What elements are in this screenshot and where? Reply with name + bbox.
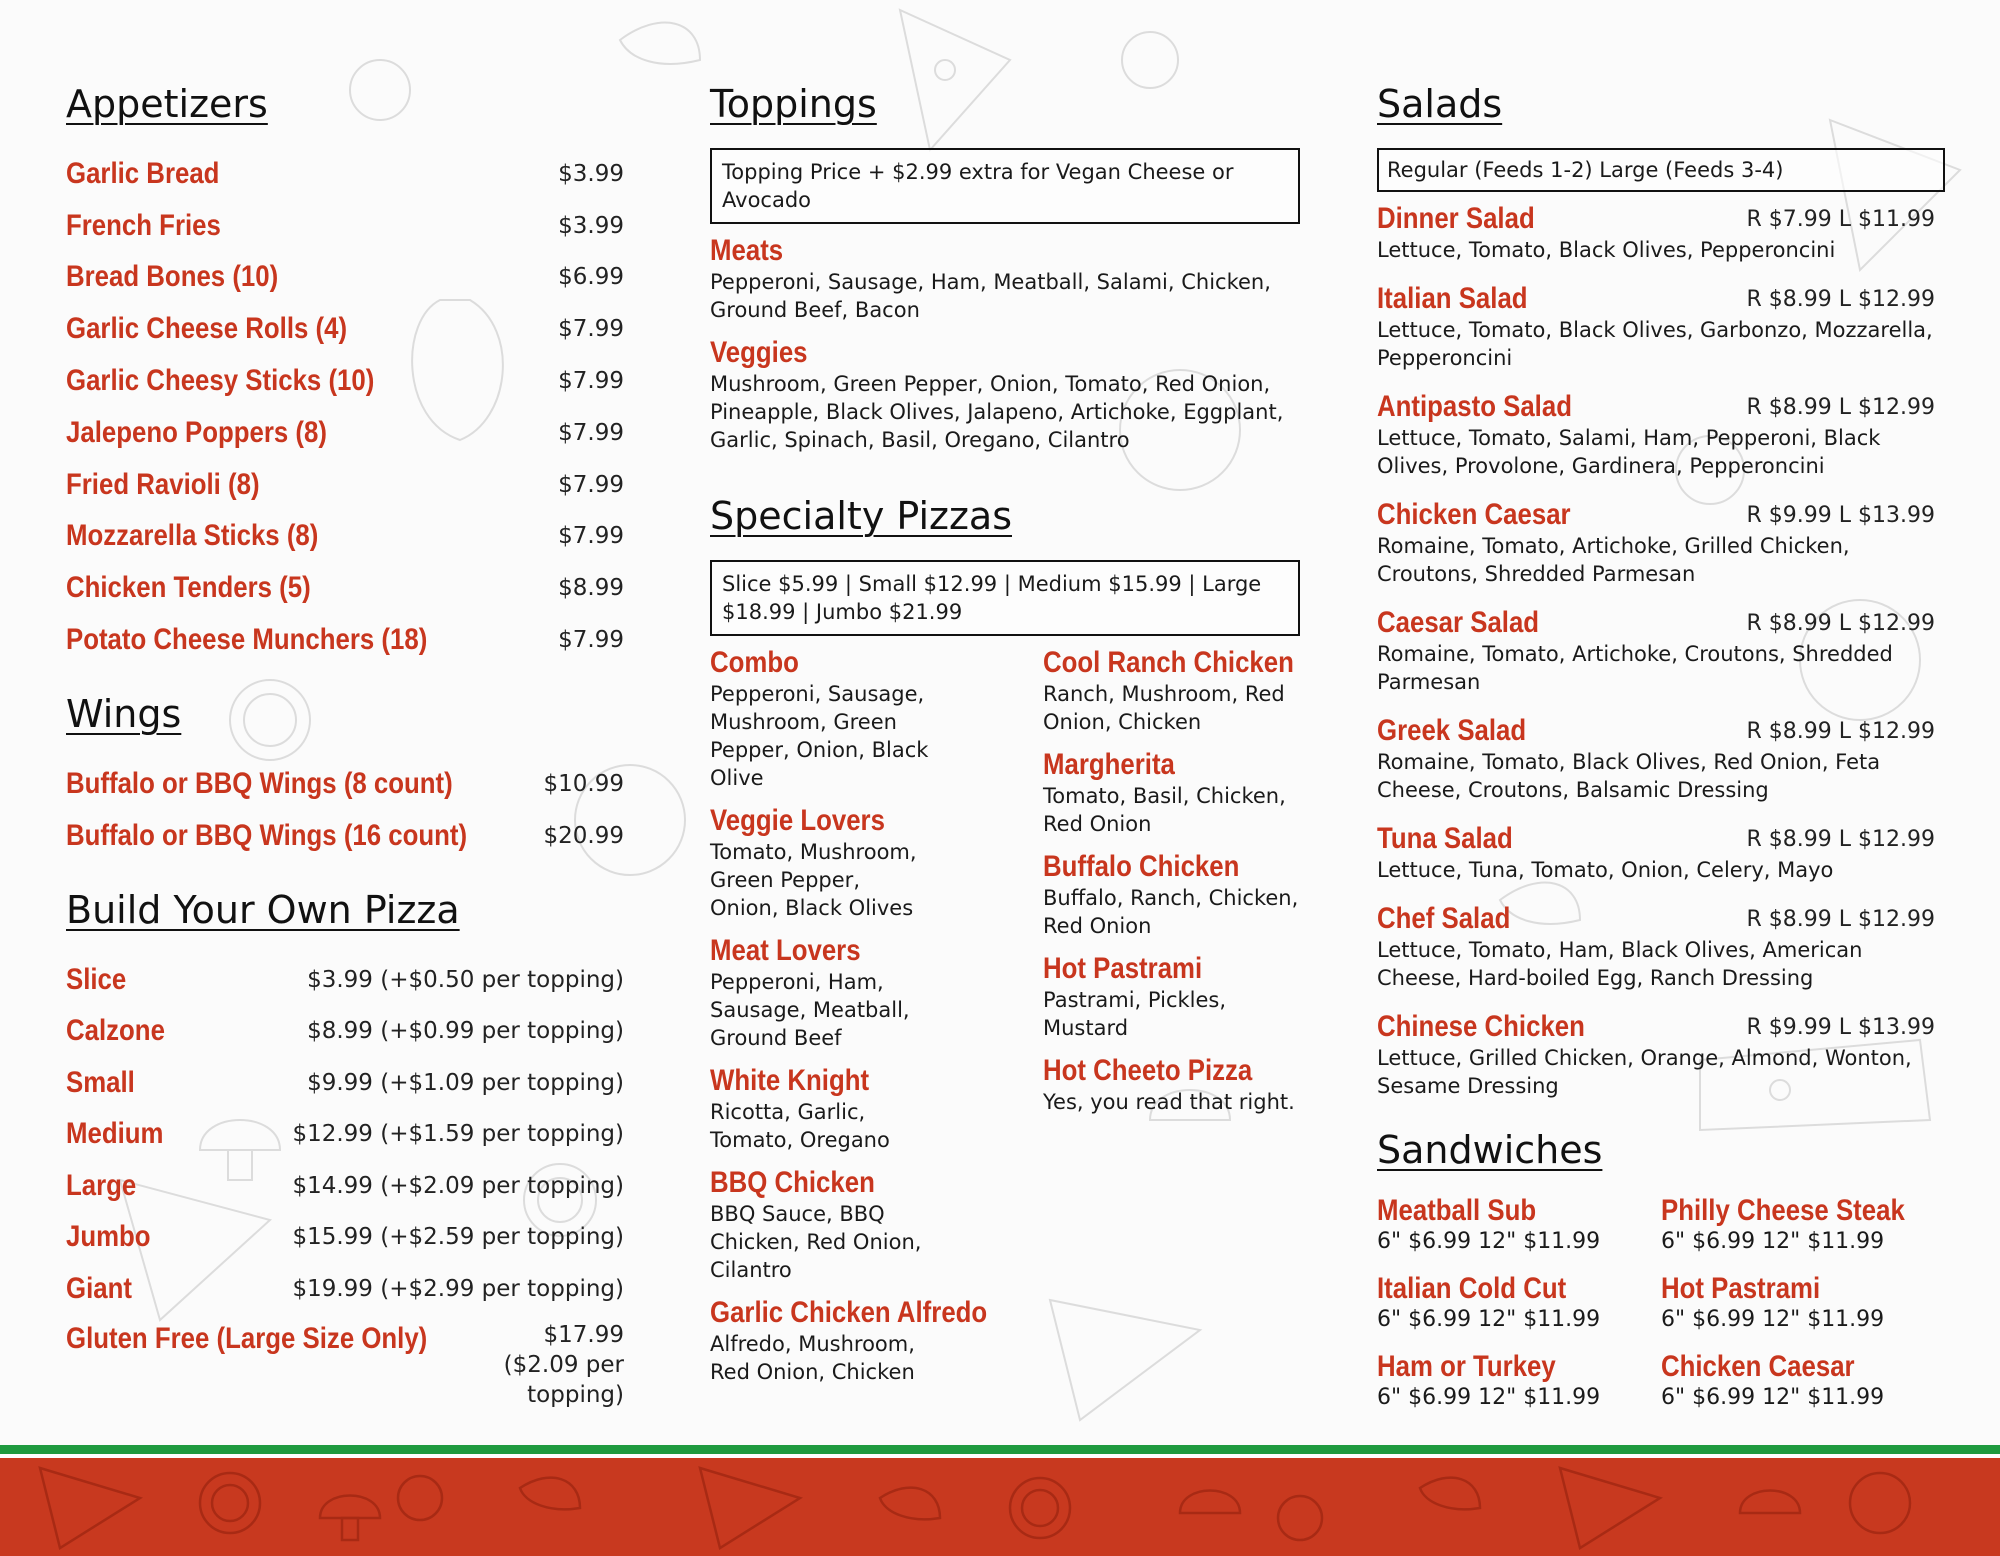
sandwich-name: Hot Pastrami [1661,1272,1821,1305]
byo-list [66,954,624,1411]
item-name: Bread Bones (10) [66,260,279,294]
column-right [1377,78,1945,1428]
list-item [66,758,624,810]
footer-green-stripe [0,1445,2000,1454]
wings-title: Wings [66,691,182,736]
topping-group-desc: Pepperoni, Sausage, Ham, Meatball, Salami, Chicken, Ground Beef, Bacon [710,270,1271,322]
item-name: Calzone [66,1014,165,1048]
list-item [1377,1350,1661,1412]
sandwich-price: 6" $6.99 12" $11.99 [1661,1229,1885,1254]
list-item [1661,1194,1945,1256]
item-name: Medium [66,1117,164,1151]
list-item [66,954,624,1006]
tomato-doodle-icon [398,1476,1322,1540]
pizza-desc: Pepperoni, Sausage, Mushroom, Green Pepper, Onion, Black Olive [710,682,929,790]
pizza-name: Veggie Lovers [710,804,885,837]
topping-group-name: Veggies [710,336,808,369]
pizza-name: Hot Cheeto Pizza [1043,1054,1253,1087]
list-item [66,1263,624,1315]
pizza-desc: Tomato, Mushroom, Green Pepper, Onion, Black Olives [710,840,917,920]
toppings-title: Toppings [710,82,877,126]
pizza-name: Margherita [1043,748,1175,781]
specialty-grid [710,646,1300,1398]
item-name: Large [66,1168,137,1202]
item-price: $7.99 [558,316,624,343]
list-item [1377,714,1945,804]
list-item [66,252,624,304]
footer-red-band [0,1458,2000,1556]
item-name: Buffalo or BBQ Wings (8 count) [66,766,453,800]
list-item [1043,1054,1300,1116]
salad-desc: Lettuce, Tomato, Black Olives, Pepperoncini [1377,238,1836,262]
pizza-name: White Knight [710,1064,870,1097]
list-item [710,1296,1043,1386]
salad-name: Chef Salad [1377,902,1511,935]
sandwich-name: Meatball Sub [1377,1194,1537,1227]
list-item [710,804,1043,922]
footer-band [0,1445,2000,1556]
salad-name: Dinner Salad [1377,202,1535,235]
salad-price: R $8.99 L $12.99 [1746,286,1935,312]
sandwich-name: Philly Cheese Steak [1661,1194,1905,1227]
item-price: $3.99 [558,212,624,239]
list-item [66,1057,624,1109]
salad-name: Caesar Salad [1377,606,1540,639]
list-item [66,407,624,459]
appetizers-title: Appetizers [66,82,268,126]
list-item [66,1108,624,1160]
item-price: $7.99 [558,419,624,446]
list-item [66,148,624,200]
item-name: Small [66,1065,135,1099]
footer-doodles [0,1458,2000,1556]
list-item [66,355,624,407]
sandwiches-col-left [1377,1194,1661,1428]
item-name: Jumbo [66,1220,151,1254]
salad-name: Antipasto Salad [1377,390,1572,423]
list-item [66,614,624,666]
item-name: Garlic Cheese Rolls (4) [66,312,348,346]
list-item [66,459,624,511]
item-price: $15.99 (+$2.59 per topping) [292,1224,624,1251]
item-price: $9.99 (+$1.09 per topping) [307,1069,624,1096]
list-item [66,562,624,614]
specialty-col-left [710,646,1043,1398]
salad-desc: Romaine, Tomato, Artichoke, Grilled Chicken, Croutons, Shredded Parmesan [1377,534,1850,586]
list-item [66,1160,624,1212]
sandwich-price: 6" $6.99 12" $11.99 [1661,1385,1885,1410]
list-item [66,200,624,252]
item-name: French Fries [66,208,221,242]
salad-desc: Lettuce, Tomato, Salami, Ham, Pepperoni, Black Olives, Provolone, Gardinera, Pepperoncini [1377,426,1881,478]
item-price: $7.99 [558,523,624,550]
item-price: $7.99 [558,368,624,395]
salad-desc: Romaine, Tomato, Artichoke, Croutons, Shredded Parmesan [1377,642,1893,694]
sandwich-name: Chicken Caesar [1661,1350,1855,1383]
salads-title: Salads [1377,82,1503,126]
item-price: $3.99 (+$0.50 per topping) [307,966,624,993]
item-name: Garlic Bread [66,156,220,190]
salad-price: R $8.99 L $12.99 [1746,826,1935,852]
item-price: $7.99 [558,471,624,498]
salad-desc: Lettuce, Tomato, Black Olives, Garbonzo, Mozzarella, Pepperoncini [1377,318,1933,370]
item-price: $12.99 (+$1.59 per topping) [292,1121,624,1148]
item-name: Mozzarella Sticks (8) [66,519,319,553]
list-item [1377,498,1945,588]
sandwich-name: Ham or Turkey [1377,1350,1556,1383]
salads-list [1377,202,1945,1100]
salad-price: R $8.99 L $12.99 [1746,718,1935,744]
item-price: $6.99 [558,264,624,291]
toppings-note: Topping Price + $2.99 extra for Vegan Cheese or Avocado [710,148,1300,224]
item-name: Buffalo or BBQ Wings (16 count) [66,818,468,852]
salad-desc: Lettuce, Tuna, Tomato, Onion, Celery, Mayo [1377,858,1834,882]
list-item [710,646,1043,792]
list-item [1043,748,1300,838]
pizza-desc: Ricotta, Garlic, Tomato, Oregano [710,1100,890,1152]
pizza-name: Hot Pastrami [1043,952,1203,985]
topping-group-name: Meats [710,234,784,267]
item-price: $7.99 [558,627,624,654]
sandwich-price: 6" $6.99 12" $11.99 [1661,1307,1885,1332]
list-item [710,934,1043,1052]
sandwiches-grid [1377,1194,1945,1428]
item-name: Giant [66,1271,132,1305]
list-item [710,1064,1043,1154]
list-item [66,1005,624,1057]
item-price: $17.99 ($2.09 per topping) [503,1322,624,1409]
list-item [66,810,624,862]
salad-name: Chicken Caesar [1377,498,1571,531]
pizza-name: Meat Lovers [710,934,861,967]
list-item [1377,282,1945,372]
salad-price: R $9.99 L $13.99 [1746,502,1935,528]
pizza-name: Combo [710,646,799,679]
list-item [1377,1010,1945,1100]
item-name: Potato Cheese Munchers (18) [66,623,428,657]
list-item [1043,646,1300,736]
salad-name: Chinese Chicken [1377,1010,1585,1043]
sandwich-price: 6" $6.99 12" $11.99 [1377,1385,1601,1410]
pizza-desc: Buffalo, Ranch, Chicken, Red Onion [1043,886,1299,938]
sandwiches-title: Sandwiches [1377,1128,1603,1172]
column-middle [710,78,1300,1398]
appetizers-list [66,148,624,666]
list-item [1043,952,1300,1042]
list-item [1377,1194,1661,1256]
list-item [66,303,624,355]
list-item [66,1211,624,1263]
item-price: $14.99 (+$2.09 per topping) [292,1172,624,1199]
sandwich-price: 6" $6.99 12" $11.99 [1377,1307,1601,1332]
pizza-name: Garlic Chicken Alfredo [710,1296,988,1329]
item-name: Garlic Cheesy Sticks (10) [66,364,375,398]
item-price: $10.99 [543,770,624,797]
item-price: $8.99 [558,575,624,602]
wings-list [66,758,624,862]
list-item [710,1166,1043,1284]
list-item [1377,902,1945,992]
list-item [1661,1350,1945,1412]
salad-price: R $7.99 L $11.99 [1746,206,1935,232]
salad-price: R $8.99 L $12.99 [1746,610,1935,636]
item-name: Gluten Free (Large Size Only) [66,1322,428,1356]
list-item [1377,606,1945,696]
salad-name: Tuna Salad [1377,822,1513,855]
pizza-name: BBQ Chicken [710,1166,875,1199]
salad-desc: Lettuce, Tomato, Ham, Black Olives, American Cheese, Hard-boiled Egg, Ranch Dressing [1377,938,1863,990]
pizza-desc: Pastrami, Pickles, Mustard [1043,988,1227,1040]
item-name: Jalepeno Poppers (8) [66,415,327,449]
list-item [66,1314,624,1410]
sandwiches-col-right [1661,1194,1945,1428]
pizza-name: Buffalo Chicken [1043,850,1240,883]
column-left [66,78,624,1410]
list-item [1377,202,1945,264]
pizza-desc: Yes, you read that right. [1043,1090,1295,1114]
topping-group-desc: Mushroom, Green Pepper, Onion, Tomato, Red Onion, Pineapple, Black Olives, Jalapeno, Artichoke, Eggplant, Garlic, Spinach, Basil, Oregano, Cilantro [710,372,1284,452]
salad-desc: Romaine, Tomato, Black Olives, Red Onion, Feta Cheese, Croutons, Balsamic Dressing [1377,750,1881,802]
salad-name: Italian Salad [1377,282,1528,315]
pizza-desc: Pepperoni, Ham, Sausage, Meatball, Ground Beef [710,970,910,1050]
salad-desc: Lettuce, Grilled Chicken, Orange, Almond, Wonton, Sesame Dressing [1377,1046,1912,1098]
basil-leaf-icon [520,1478,1480,1520]
item-name: Slice [66,962,127,996]
pizza-desc: BBQ Sauce, BBQ Chicken, Red Onion, Cilantro [710,1202,922,1282]
salad-price: R $8.99 L $12.99 [1746,394,1935,420]
item-name: Chicken Tenders (5) [66,571,311,605]
specialty-note: Slice $5.99 | Small $12.99 | Medium $15.99 | Large $18.99 | Jumbo $21.99 [710,560,1300,636]
list-item [66,511,624,563]
specialty-col-right [1043,646,1300,1398]
list-item [1661,1272,1945,1334]
salad-name: Greek Salad [1377,714,1527,747]
pizza-desc: Tomato, Basil, Chicken, Red Onion [1043,784,1286,836]
salads-note: Regular (Feeds 1-2) Large (Feeds 3-4) [1377,148,1945,192]
salad-price: R $8.99 L $12.99 [1746,906,1935,932]
byo-title: Build Your Own Pizza [66,887,460,932]
mushroom-doodle-icon [320,1491,1800,1541]
item-price: $20.99 [543,822,624,849]
pizza-desc: Alfredo, Mushroom, Red Onion, Chicken [710,1332,915,1384]
specialty-title: Specialty Pizzas [710,494,1012,538]
topping-group [710,336,1300,454]
list-item [1377,1272,1661,1334]
list-item [1043,850,1300,940]
item-price: $8.99 (+$0.99 per topping) [307,1018,624,1045]
salad-price: R $9.99 L $13.99 [1746,1014,1935,1040]
item-price: $19.99 (+$2.99 per topping) [292,1275,624,1302]
item-price: $3.99 [558,160,624,187]
list-item [1377,822,1945,884]
pizza-desc: Ranch, Mushroom, Red Onion, Chicken [1043,682,1285,734]
topping-group [710,234,1300,324]
onion-doodle-icon [200,1473,1910,1538]
pizza-name: Cool Ranch Chicken [1043,646,1294,679]
sandwich-name: Italian Cold Cut [1377,1272,1567,1305]
pizza-doodle-icon [40,1468,1660,1548]
sandwich-price: 6" $6.99 12" $11.99 [1377,1229,1601,1254]
item-name: Fried Ravioli (8) [66,467,260,501]
list-item [1377,390,1945,480]
